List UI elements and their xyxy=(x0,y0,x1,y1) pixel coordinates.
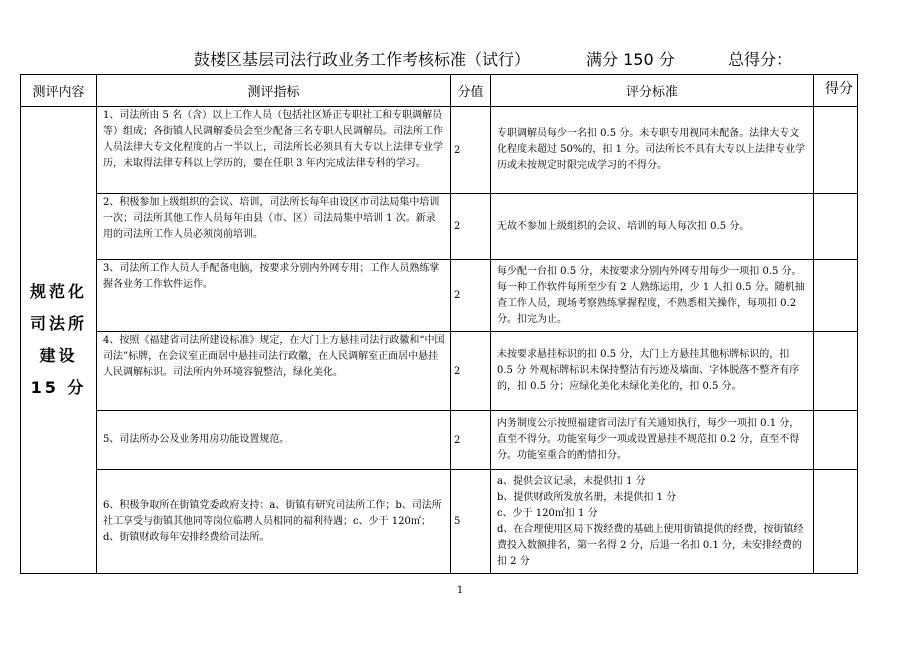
criteria-cell xyxy=(491,470,814,574)
document-title xyxy=(0,47,920,71)
assessment-table xyxy=(20,74,858,574)
table-header-row xyxy=(21,75,858,107)
table-row xyxy=(21,194,858,260)
criteria-line: d、在合理使用区局下拨经费的基础上使用街镇提供的经费，按街镇经费投入数额排名，第一名得 2 分，后退一名扣 0.1 分，未安排经费的扣 2 分 xyxy=(497,523,804,567)
criteria-cell xyxy=(491,194,814,260)
points-cell: 2 xyxy=(451,194,491,260)
criteria-line: 未按要求悬挂标识的扣 0.5 分，大门上方悬挂其他标牌标识的，扣 0.5 分 外观标牌标识未保持整洁有污迹及墙面、字体脱落不整齐有序的，扣 0.5 分；应绿化美化未绿化美化的，扣 0.5 分。 xyxy=(497,349,800,392)
header-points: 分值 xyxy=(451,75,491,107)
header-criteria: 评分标准 xyxy=(491,75,814,107)
points-cell: 2 xyxy=(451,107,491,194)
category-line-2: 司法所 xyxy=(29,314,87,333)
indicator-cell: 2、积极参加上级组织的会议、培训，司法所长每年由设区市司法局集中培训一次；司法所其他工作人员每年由县（市、区）司法局集中培训 1 次。新录用的司法所工作人员必须岗前培训。 xyxy=(97,194,451,260)
table-row xyxy=(21,411,858,470)
table-row xyxy=(21,260,858,332)
title-total-score: 总得分： xyxy=(728,50,793,69)
criteria-line: b、提供财政所发放名册，未提供扣 1 分 xyxy=(497,491,677,503)
header-score: 得分 xyxy=(814,75,858,107)
title-full-score: 满分 150 分 xyxy=(586,50,675,69)
criteria-cell xyxy=(491,411,814,470)
criteria-line: a、提供会议记录，未提供扣 1 分 xyxy=(497,475,646,487)
header-indicator: 测评指标 xyxy=(97,75,451,107)
page-number: 1 xyxy=(456,585,464,596)
indicator-cell: 1、司法所由 5 名（含）以上工作人员（包括社区矫正专职社工和专职调解员等）组成；各街镇人民调解委员会至少配备三名专职人民调解员。司法所工作人员法律大专文化程度的占一半以上，司法所长必须具有大专以上法律专业学历，未取得法律专科以上学历的，要在任职 3 年内完成法律专科的学习。 xyxy=(97,107,451,194)
score-cell[interactable] xyxy=(814,332,858,411)
category-line-1: 规范化 xyxy=(29,282,87,301)
score-cell[interactable] xyxy=(814,470,858,574)
score-cell[interactable] xyxy=(814,107,858,194)
points-cell: 2 xyxy=(451,260,491,332)
table-row xyxy=(21,470,858,574)
category-line-3: 建设 xyxy=(39,346,78,365)
criteria-cell xyxy=(491,332,814,411)
criteria-line: 内务制度公示按照福建省司法厅有关通知执行，每少一项扣 0.1 分，直至不得分。功能室每少一项或设置悬挂不规范扣 0.2 分，直至不得分。功能室重合的酌情扣分。 xyxy=(497,418,800,461)
title-main: 鼓楼区基层司法行政业务工作考核标准（试行） xyxy=(194,50,531,69)
criteria-line: 无故不参加上级组织的会议、培训的每人每次扣 0.5 分。 xyxy=(497,220,750,232)
criteria-cell xyxy=(491,107,814,194)
indicator-cell: 5、司法所办公及业务用房功能设置规范。 xyxy=(97,411,451,470)
score-cell[interactable] xyxy=(814,260,858,332)
points-cell: 2 xyxy=(451,411,491,470)
criteria-line: 专职调解员每少一名扣 0.5 分。未专职专用视同未配备。法律大专文化程度未超过 50%的，扣 1 分。司法所长不具有大专以上法律专业学历或未按规定时限完成学习的不得分。 xyxy=(497,128,806,171)
points-cell: 2 xyxy=(451,332,491,411)
score-cell[interactable] xyxy=(814,411,858,470)
category-line-4: 15 分 xyxy=(30,378,87,397)
criteria-cell xyxy=(491,260,814,332)
criteria-line: 每少配一台扣 0.5 分，未按要求分别内外网专用每少一项扣 0.5 分。每一种工作软件每所至少有 2 人熟练运用，少 1 人扣 0.5 分。随机抽查工作人员，现场考察熟练掌握程度，不熟悉相关操作，每项扣 0.2 分。扣完为止。 xyxy=(497,265,805,325)
table-row xyxy=(21,332,858,411)
header-content: 测评内容 xyxy=(21,75,97,107)
points-cell: 5 xyxy=(451,470,491,574)
score-cell[interactable] xyxy=(814,194,858,260)
criteria-line: c、少于 120㎡扣 1 分 xyxy=(497,507,598,519)
indicator-cell: 6、积极争取所在街镇党委政府支持：a、街镇有研究司法所工作；b、司法所社工享受与街镇其他同等岗位临聘人员相同的福利待遇；c、少于 120㎡；d、街镇财政每年安排经费给司法所。 xyxy=(97,470,451,574)
category-cell xyxy=(21,107,97,574)
indicator-cell: 3、司法所工作人员人手配备电脑，按要求分别内外网专用；工作人员熟练掌握各业务工作软件运作。 xyxy=(97,260,451,332)
table-row xyxy=(21,107,858,194)
indicator-cell: 4、按照《福建省司法所建设标准》规定，在大门上方悬挂司法行政徽和“中国司法”标牌，在会议室正面居中悬挂司法行政徽，在人民调解室正面居中悬挂人民调解标识。司法所内外环境容貌整洁，绿化美化。 xyxy=(97,332,451,411)
